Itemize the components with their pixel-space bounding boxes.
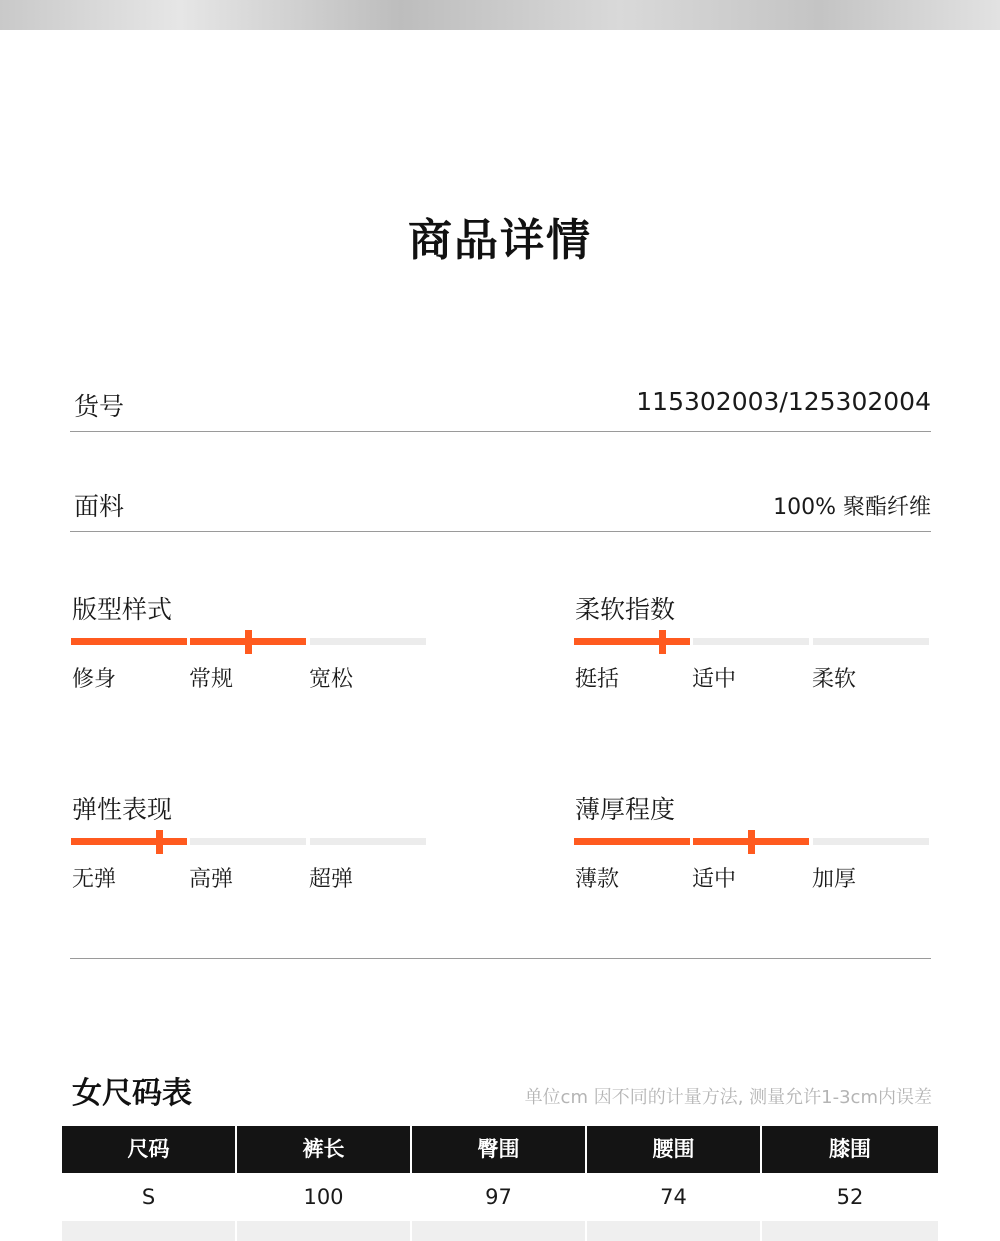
scale-segment: [813, 838, 929, 845]
detail-row-article-number: [70, 387, 931, 427]
table-cell: 97: [485, 1185, 512, 1209]
scale-option: 适中: [692, 667, 737, 692]
table-header-row: [62, 1126, 938, 1173]
size-chart-title: 女尺码表: [72, 1076, 192, 1111]
scale-marker: [156, 830, 163, 854]
table-header-cell: 膝围: [762, 1126, 938, 1173]
table-row: [62, 1173, 938, 1221]
scale-segment: [310, 838, 426, 845]
scale-option: 超弹: [309, 867, 354, 892]
table-cell: 100: [303, 1185, 344, 1209]
scale-option: 宽松: [309, 667, 354, 692]
detail-label: 货号: [74, 392, 125, 421]
divider: [70, 958, 931, 959]
scale-segment: [190, 838, 306, 845]
detail-row-fabric: [70, 487, 931, 527]
table-header-cell: 尺码: [62, 1126, 235, 1173]
detail-label: 面料: [74, 492, 125, 521]
table-cell: [62, 1221, 235, 1241]
scale-marker: [748, 830, 755, 854]
scale-option: 挺括: [575, 667, 620, 692]
scale-thickness: [573, 790, 933, 900]
scale-segment: [574, 638, 690, 645]
size-chart-note: 单位cm 因不同的计量方法, 测量允许1-3cm内误差: [524, 1087, 932, 1108]
scale-option: 高弹: [189, 867, 234, 892]
table-cell: 74: [660, 1185, 687, 1209]
page-title: 商品详情: [408, 215, 592, 266]
table-cell: [762, 1221, 938, 1241]
size-table: [62, 1126, 938, 1241]
scale-option: 加厚: [812, 867, 857, 892]
divider: [70, 531, 931, 532]
scale-option: 柔软: [812, 667, 857, 692]
scale-marker: [245, 630, 252, 654]
table-header-cell: 臀围: [412, 1126, 585, 1173]
table-cell: 52: [836, 1185, 864, 1209]
detail-value: 115302003/125302004: [636, 387, 931, 416]
divider: [70, 431, 931, 432]
table-cell: [587, 1221, 760, 1241]
table-cell: [237, 1221, 410, 1241]
table-header-cell: 腰围: [587, 1126, 760, 1173]
detail-value: 100% 聚酯纤维: [773, 495, 931, 520]
scale-elasticity: [70, 790, 430, 900]
table-cell: [412, 1221, 585, 1241]
scale-marker: [659, 630, 666, 654]
scale-segment: [693, 638, 809, 645]
scale-option: 无弹: [72, 867, 117, 892]
table-cell: S: [141, 1185, 156, 1209]
scale-option: 适中: [692, 867, 737, 892]
scale-softness: [573, 590, 933, 700]
scale-segment: [574, 838, 690, 845]
scale-fit-style: [70, 590, 430, 700]
scale-title: 柔软指数: [575, 595, 676, 624]
scale-title: 薄厚程度: [575, 795, 676, 824]
scale-title: 版型样式: [72, 595, 173, 624]
scale-segment: [310, 638, 426, 645]
table-header-cell: 裤长: [237, 1126, 410, 1173]
scale-option: 薄款: [575, 867, 620, 892]
top-banner-strip: [0, 0, 1000, 30]
scale-segment: [71, 838, 187, 845]
scale-segment: [813, 638, 929, 645]
scale-option: 修身: [72, 667, 117, 692]
scale-segment: [71, 638, 187, 645]
table-row-partial: [62, 1221, 938, 1241]
scale-option: 常规: [189, 667, 234, 692]
scale-title: 弹性表现: [72, 795, 173, 824]
